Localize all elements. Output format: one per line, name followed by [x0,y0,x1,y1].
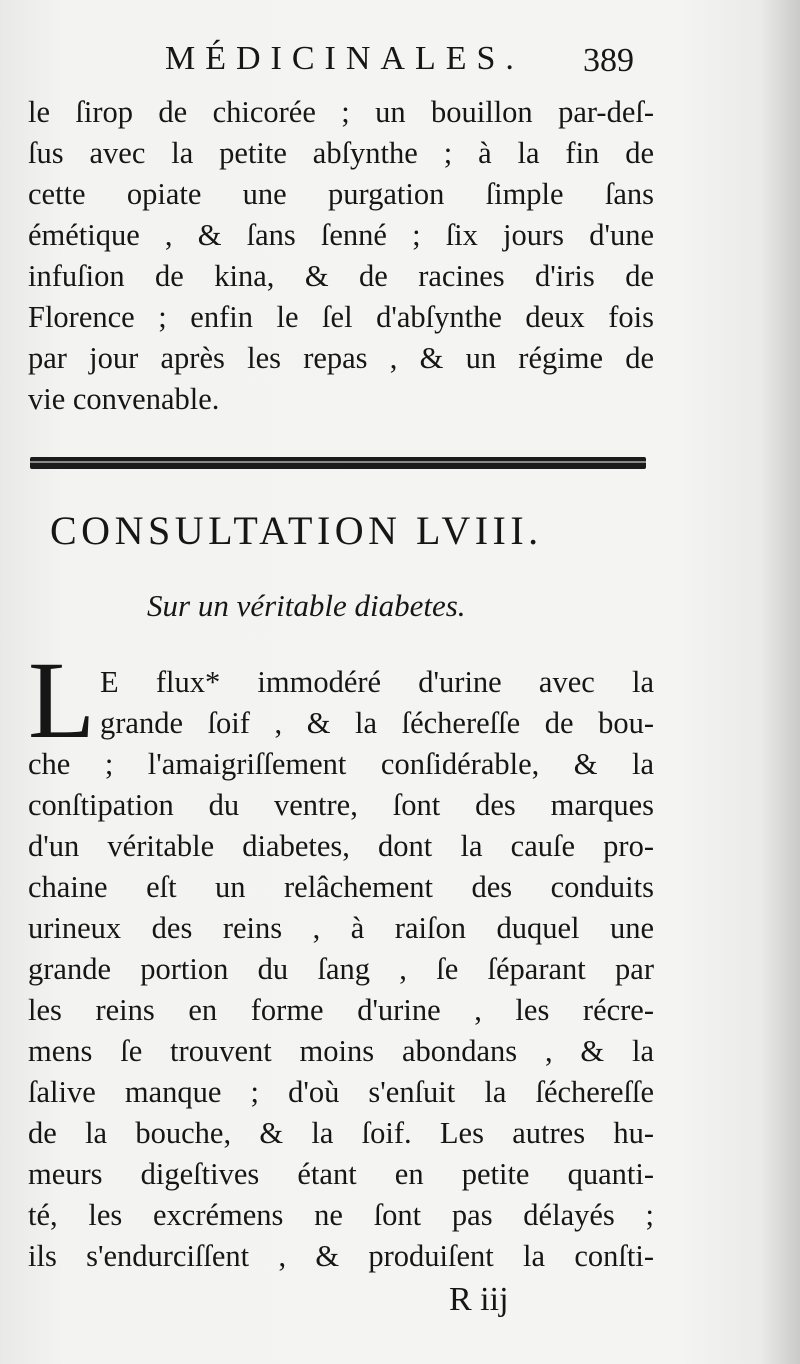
signature-mark: R iij [449,1281,509,1318]
drop-cap: L [28,639,96,761]
consultation-paragraph [28,662,654,1277]
text-line: Florence ; enfin le ſel d'abſynthe deux fois [28,300,654,334]
text-line: le ſirop de chicorée ; un bouillon par-deſ- [28,95,654,129]
text-line: grande ſoif , & la ſécherеſſe de bou- [100,706,654,740]
section-title: CONSULTATION LVIII. [50,508,543,553]
text-line: cette opiate une purgation ſimple ſans [28,177,654,211]
page-edge-shadow [760,0,800,1364]
text-line: mens ſe trouvent moins abondans , & la [28,1034,654,1068]
text-line: conſtipation du ventre, ſont des marques [28,788,654,822]
page-number: 389 [583,42,634,79]
page-header [0,40,800,88]
text-line: grande portion du ſang , ſe ſéparant par [28,952,654,986]
running-head: MÉDICINALES. [165,40,524,77]
continued-paragraph [28,92,654,420]
text-line: par jour après les repas , & un régime de [28,341,654,375]
text-line: ſus avec la petite abſynthe ; à la fin de [28,136,654,170]
text-line: meurs digeſtives étant en petite quanti- [28,1157,654,1191]
text-line: vie convenable. [28,382,220,416]
text-line: chaine eſt un relâchement des conduits [28,870,654,904]
text-line: E flux* immodéré d'urine avec la [100,665,654,699]
text-line: les reins en forme d'urine , les récre- [28,993,654,1027]
text-line: ſalive manque ; d'où s'enſuit la ſécherеſſe [28,1075,654,1109]
text-line: té, les excrémens ne ſont pas délayés ; [28,1198,654,1232]
section-divider-rule [30,457,646,469]
text-line: ils s'endurciſſent , & produiſent la conſti- [28,1239,654,1273]
text-line: de la bouche, & la ſoif. Les autres hu- [28,1116,654,1150]
text-line: urineux des reins , à raiſon duquel une [28,911,654,945]
text-line: d'un véritable diabetes, dont la cauſe pro- [28,829,654,863]
text-line: che ; l'amaigriſſement conſidérable, & la [28,747,654,781]
text-line: émétique , & ſans ſenné ; ſix jours d'une [28,218,654,252]
section-subtitle: Sur un véritable diabetes. [147,588,466,623]
text-line: infuſion de kina, & de racines d'iris de [28,259,654,293]
